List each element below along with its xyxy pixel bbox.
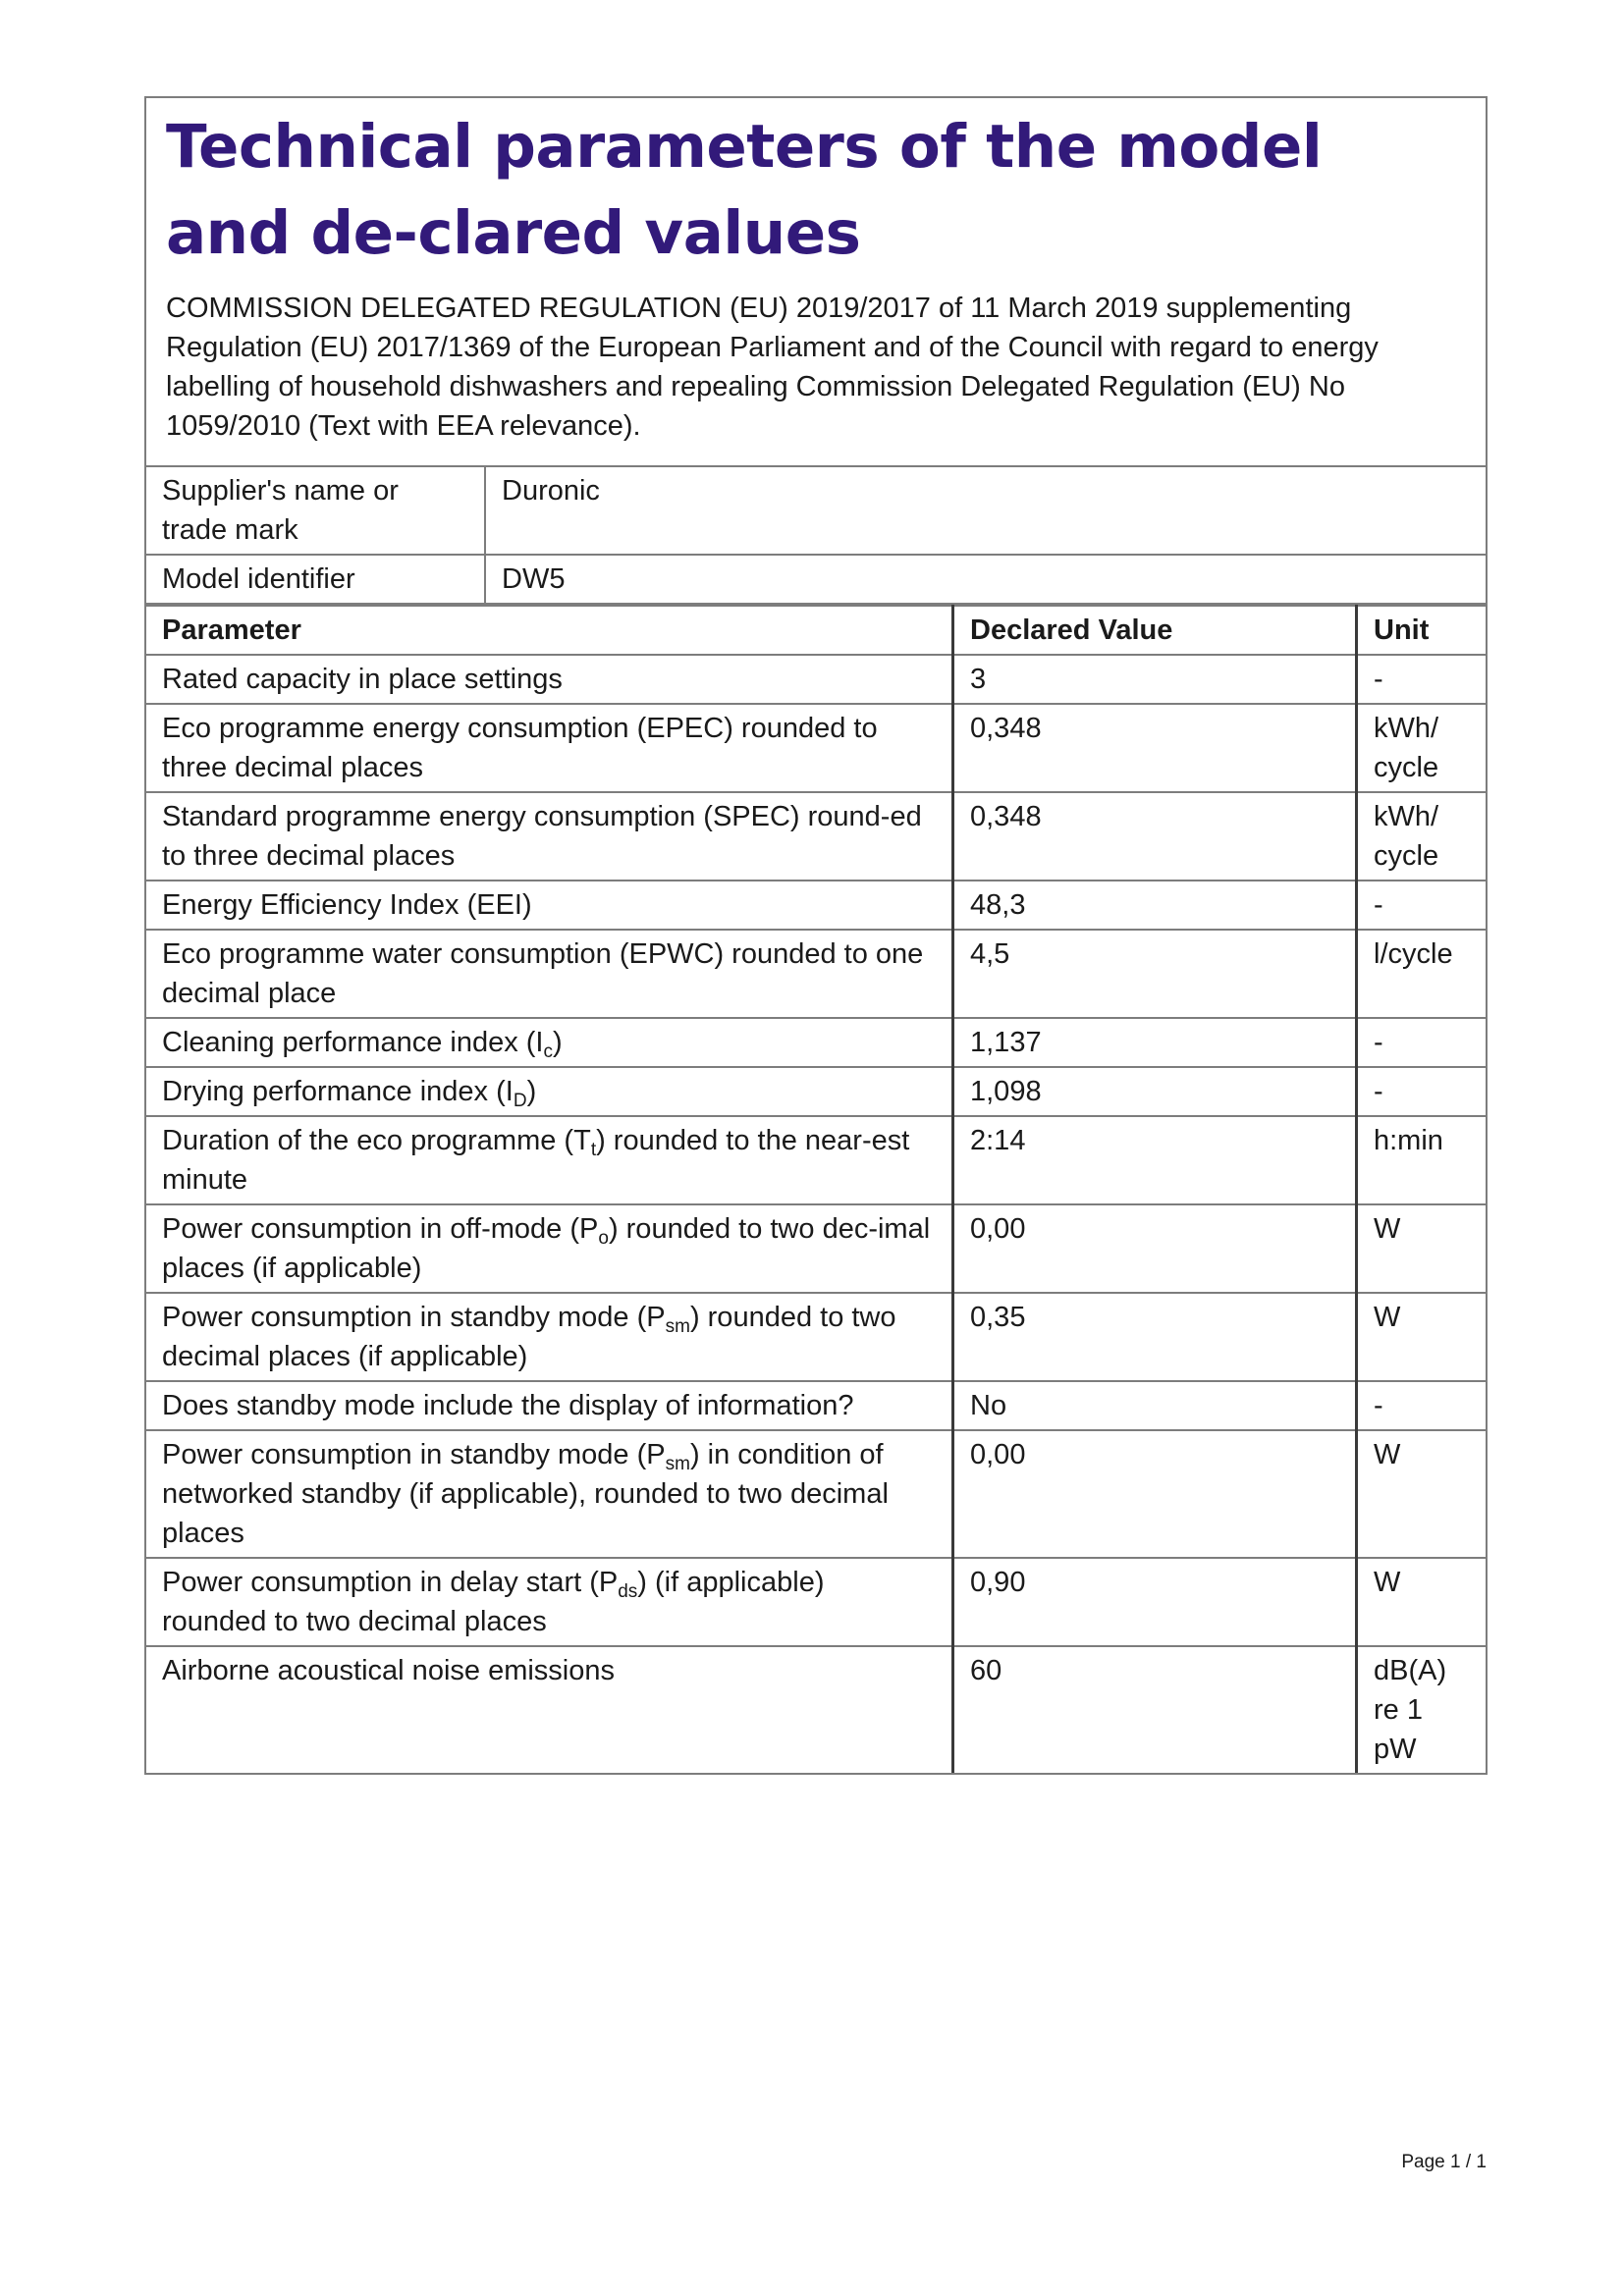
- parameters-body: [146, 655, 1486, 1773]
- header-unit: Unit: [1357, 606, 1487, 655]
- page-number: Page 1 / 1: [1401, 2152, 1487, 2172]
- parameter-text-suffix: ) (if applicable) rounded to two decimal places: [162, 1567, 825, 1637]
- parameter-text: Standard programme energy consumption (SPEC) round-ed to three decimal places: [162, 801, 922, 872]
- parameter-text: Power consumption in standby mode (P: [162, 1302, 666, 1333]
- unit-cell: l/cycle: [1357, 930, 1487, 1018]
- supplier-key: Supplier's name or trade mark: [146, 467, 485, 555]
- parameter-text: Power consumption in off-mode (P: [162, 1213, 599, 1245]
- parameter-text-suffix: ) rounded to the near-est minute: [162, 1125, 910, 1196]
- parameter-text: Duration of the eco programme (T: [162, 1125, 591, 1156]
- parameter-cell: [146, 881, 953, 930]
- table-row: [146, 1293, 1486, 1381]
- table-row: [146, 1204, 1486, 1293]
- table-row: [146, 881, 1486, 930]
- parameter-cell: [146, 1558, 953, 1646]
- table-row: [146, 655, 1486, 704]
- parameter-text: Drying performance index (I: [162, 1076, 514, 1107]
- parameter-text-suffix: ) in condition of networked standby (if applicable), rounded to two decimal places: [162, 1439, 889, 1549]
- parameter-text: Power consumption in delay start (P: [162, 1567, 619, 1598]
- unit-cell: kWh/ cycle: [1357, 792, 1487, 881]
- parameter-cell: [146, 1381, 953, 1430]
- parameter-cell: [146, 1116, 953, 1204]
- parameter-text: Cleaning performance index (I: [162, 1027, 544, 1058]
- parameter-subscript: ds: [618, 1581, 638, 1602]
- table-row: [146, 1646, 1486, 1773]
- declared-value-cell: 0,00: [953, 1204, 1357, 1293]
- table-row: [146, 1381, 1486, 1430]
- document-header: [146, 98, 1486, 467]
- parameter-text: Does standby mode include the display of information?: [162, 1390, 854, 1421]
- table-row: [146, 1430, 1486, 1558]
- parameter-text: Power consumption in standby mode (P: [162, 1439, 666, 1470]
- declared-value-cell: 0,35: [953, 1293, 1357, 1381]
- parameter-subscript: c: [543, 1041, 553, 1062]
- declared-value-cell: 0,90: [953, 1558, 1357, 1646]
- declared-value-cell: 0,348: [953, 704, 1357, 792]
- table-row: [146, 930, 1486, 1018]
- unit-cell: -: [1357, 1018, 1487, 1067]
- parameter-subscript: sm: [665, 1316, 690, 1337]
- unit-cell: h:min: [1357, 1116, 1487, 1204]
- regulation-text: COMMISSION DELEGATED REGULATION (EU) 2019/2017 of 11 March 2019 supplementing Regulation (EU) 2017/1369 of the European Parliament and of the Council with regard to energy labelling of household dishwashers and repealing Commission Delegated Regulation (EU) No 1059/2010 (Text with EEA relevance).: [166, 293, 1379, 442]
- parameter-subscript: o: [598, 1228, 609, 1249]
- parameter-subscript: t: [590, 1140, 597, 1160]
- parameters-header-row: [146, 606, 1486, 655]
- header-parameter: Parameter: [146, 606, 953, 655]
- unit-cell: -: [1357, 1067, 1487, 1116]
- parameter-cell: [146, 704, 953, 792]
- unit-cell: kWh/ cycle: [1357, 704, 1487, 792]
- unit-cell: W: [1357, 1204, 1487, 1293]
- table-row: [146, 1558, 1486, 1646]
- declared-value-cell: 4,5: [953, 930, 1357, 1018]
- parameter-text: Eco programme water consumption (EPWC) rounded to one decimal place: [162, 938, 924, 1009]
- supplier-table: [146, 467, 1486, 605]
- parameter-cell: [146, 1293, 953, 1381]
- parameter-text: Eco programme energy consumption (EPEC) rounded to three decimal places: [162, 713, 878, 783]
- declared-value-cell: 1,098: [953, 1067, 1357, 1116]
- declared-value-cell: 0,348: [953, 792, 1357, 881]
- parameter-text-suffix: ) rounded to two dec-imal places (if applicable): [162, 1213, 931, 1284]
- parameters-table: [146, 605, 1486, 1773]
- unit-cell: -: [1357, 1381, 1487, 1430]
- parameter-cell: [146, 1430, 953, 1558]
- table-row: [146, 704, 1486, 792]
- supplier-row: [146, 467, 1486, 555]
- document-title: Technical parameters of the model and de-clared values: [166, 112, 1323, 268]
- parameter-cell: [146, 1067, 953, 1116]
- unit-cell: W: [1357, 1558, 1487, 1646]
- unit-cell: -: [1357, 655, 1487, 704]
- table-row: [146, 1067, 1486, 1116]
- parameter-text-suffix: ) rounded to two decimal places (if applicable): [162, 1302, 896, 1372]
- header-declared-value: Declared Value: [953, 606, 1357, 655]
- declared-value-cell: 0,00: [953, 1430, 1357, 1558]
- parameter-cell: [146, 1204, 953, 1293]
- table-row: [146, 1116, 1486, 1204]
- declared-value-cell: No: [953, 1381, 1357, 1430]
- declared-value-cell: 1,137: [953, 1018, 1357, 1067]
- parameter-text: Rated capacity in place settings: [162, 664, 563, 695]
- parameter-cell: [146, 1646, 953, 1773]
- model-row: [146, 555, 1486, 604]
- unit-cell: W: [1357, 1293, 1487, 1381]
- model-key: Model identifier: [146, 555, 485, 604]
- parameter-cell: [146, 1018, 953, 1067]
- table-row: [146, 792, 1486, 881]
- parameter-subscript: sm: [665, 1454, 690, 1474]
- declared-value-cell: 3: [953, 655, 1357, 704]
- unit-cell: W: [1357, 1430, 1487, 1558]
- parameter-cell: [146, 792, 953, 881]
- unit-cell: dB(A) re 1 pW: [1357, 1646, 1487, 1773]
- parameter-text-suffix: ): [552, 1027, 563, 1058]
- model-value: DW5: [485, 555, 1486, 604]
- technical-sheet: [144, 96, 1488, 1775]
- parameter-cell: [146, 655, 953, 704]
- parameter-subscript: D: [513, 1091, 527, 1111]
- declared-value-cell: 60: [953, 1646, 1357, 1773]
- parameter-cell: [146, 930, 953, 1018]
- unit-cell: -: [1357, 881, 1487, 930]
- parameter-text: Airborne acoustical noise emissions: [162, 1655, 615, 1686]
- parameter-text: Energy Efficiency Index (EEI): [162, 889, 532, 921]
- table-row: [146, 1018, 1486, 1067]
- declared-value-cell: 48,3: [953, 881, 1357, 930]
- parameter-text-suffix: ): [526, 1076, 537, 1107]
- declared-value-cell: 2:14: [953, 1116, 1357, 1204]
- supplier-value: Duronic: [485, 467, 1486, 555]
